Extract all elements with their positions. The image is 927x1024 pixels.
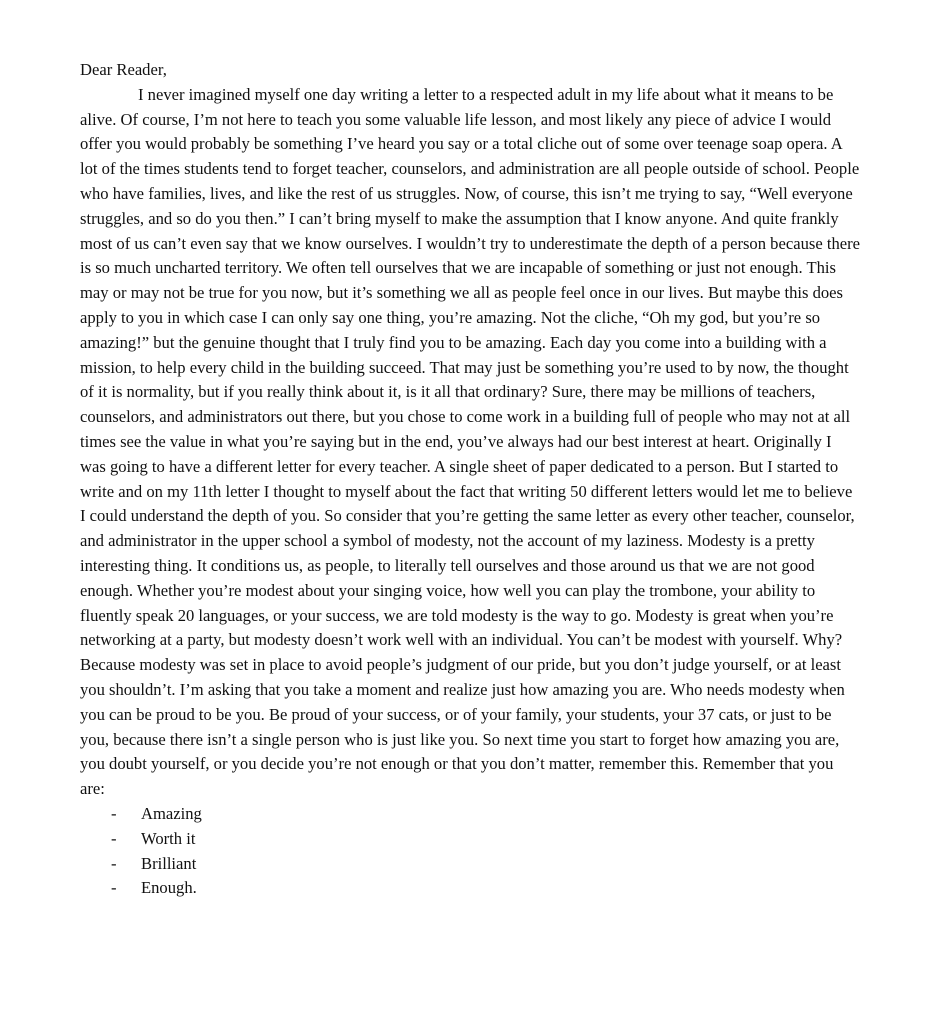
list-item-text: Amazing bbox=[141, 803, 202, 823]
list-item bbox=[80, 876, 860, 901]
closing-list bbox=[80, 802, 860, 901]
salutation: Dear Reader, bbox=[80, 60, 167, 79]
bullet-dash: - bbox=[111, 803, 117, 823]
bullet-dash: - bbox=[111, 878, 117, 898]
list-item-text: Enough. bbox=[141, 878, 197, 898]
bullet-dash: - bbox=[111, 828, 117, 848]
list-item-text: Brilliant bbox=[141, 853, 197, 873]
list-item-text: Worth it bbox=[141, 828, 196, 848]
list-item bbox=[80, 802, 860, 827]
letter-body: I never imagined myself one day writing a letter to a respected adult in my life about what it means to be alive. Of course, I’m not here to teach you some valuable life lesson, and most likely any piece of advice I would offer you would probably be something I’ve heard you say or a total cliche out of some over teenage soap opera. A lot of the times students tend to forget teacher, counselors, and administration are all people outside of school. People who have families, lives, and like the rest of us struggles. Now, of course, this isn’t me trying to say, “Well everyone struggles, and so do you then.” I can’t bring myself to make the assumption that I know anyone. And quite frankly most of us can’t even say that we know ourselves. I wouldn’t try to underestimate the depth of a person because there is so much uncharted territory. We often tell ourselves that we are incapable of something or just not enough. This may or may not be true for you now, but it’s something we all as people feel once in our lives. But maybe this does apply to you in which case I can only say one thing, you’re amazing. Not the cliche, “Oh my god, but you’re so amazing!” but the genuine thought that I truly find you to be amazing. Each day you come into a building with a mission, to help every child in the building succeed. That may just be something you’re used to by now, the thought of it is normality, but if you really think about it, is it all that ordinary? Sure, there may be millions of teachers, counselors, and administrators out there, but you chose to come work in a building full of people who may not at all times see the value in what you’re saying but in the end, you’ve always had our best interest at heart. Originally I was going to have a different letter for every teacher. A single sheet of paper dedicated to a person. But I started to write and on my 11th letter I thought to myself about the fact that writing 50 different letters would let me to believe I could understand the depth of you. So consider that you’re getting the same letter as every other teacher, counselor, and administrator in the upper school a symbol of modesty, not the account of my laziness. Modesty is a pretty interesting thing. It conditions us, as people, to literally tell ourselves and those around us that we are not good enough. Whether you’re modest about your singing voice, how well you can play the trombone, your ability to fluently speak 20 languages, or your success, we are told modesty is the way to go. Modesty is great when you’re networking at a party, but modesty doesn’t work well with an individual. You can’t be modest with yourself. Why? Because modesty was set in place to avoid people’s judgment of our pride, but you don’t judge yourself, or at least you shouldn’t. I’m asking that you take a moment and realize just how amazing you are. Who needs modesty when you can be proud to be you. Be proud of your success, or of your family, your students, your 37 cats, or just to be you, because there isn’t a single person who is just like you. So next time you start to forget how amazing you are, you doubt yourself, or you decide you’re not enough or that you don’t matter, remember this. Remember that you are: bbox=[80, 84, 860, 799]
letter-page bbox=[80, 58, 860, 901]
bullet-dash: - bbox=[111, 853, 117, 873]
list-item bbox=[80, 827, 860, 852]
list-item bbox=[80, 852, 860, 877]
